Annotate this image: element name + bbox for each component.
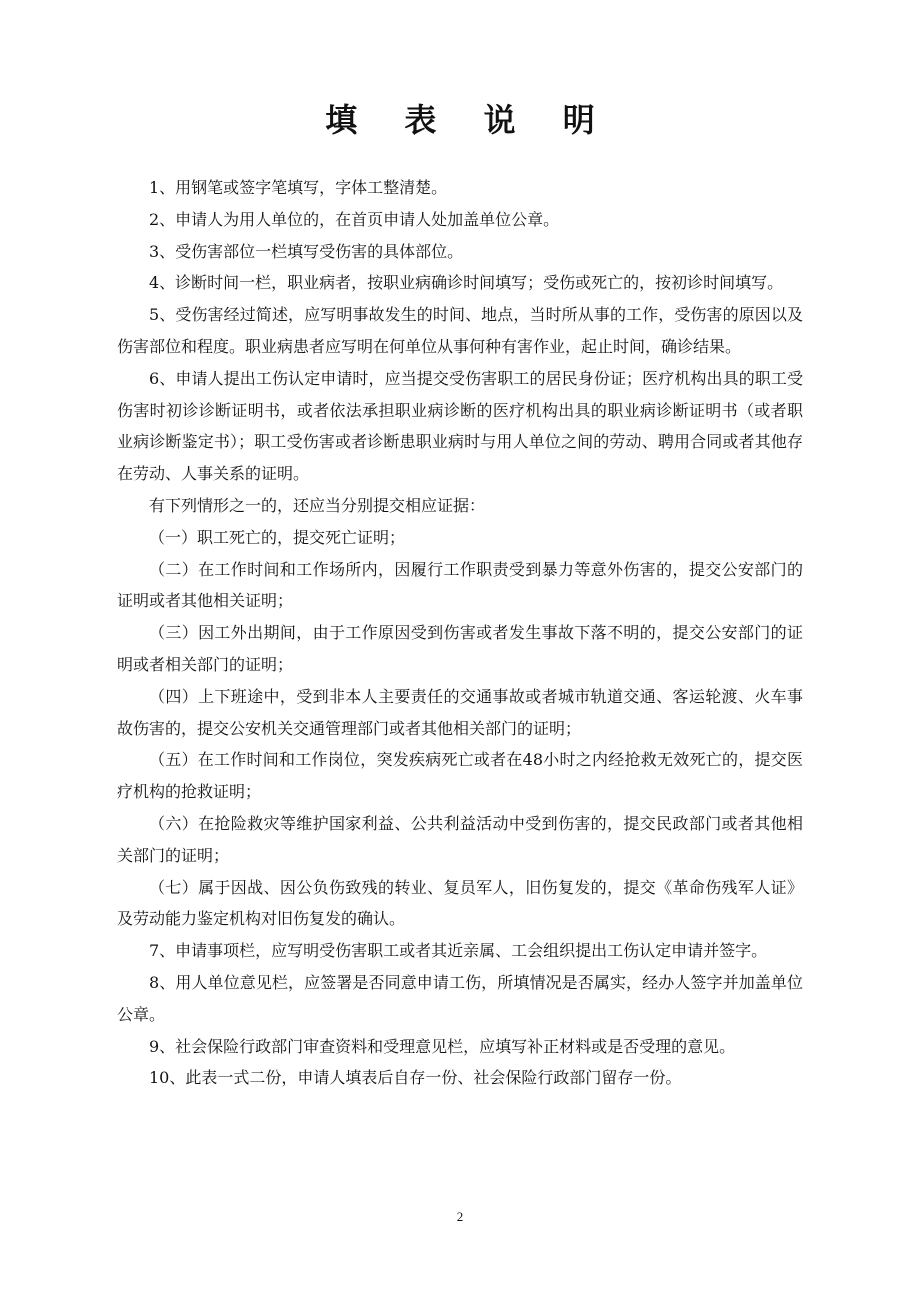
instruction-item-7: 7、申请事项栏，应写明受伤害职工或者其近亲属、工会组织提出工伤认定申请并签字。 <box>149 941 768 961</box>
instruction-item-3: 3、受伤害部位一栏填写受伤害的具体部位。 <box>149 241 464 261</box>
evidence-item-2: （二）在工作时间和工作场所内，因履行工作职责受到暴力等意外伤害的，提交公安部门的证明或者其他相关证明； <box>117 559 803 611</box>
instruction-item-4: 4、诊断时间一栏，职业病者，按职业病确诊时间填写；受伤或死亡的，按初诊时间填写。 <box>149 273 784 293</box>
instruction-item-10: 10、此表一式二份，申请人填表后自存一份、社会保险行政部门留存一份。 <box>149 1068 682 1088</box>
instruction-item-6: 6、申请人提出工伤认定申请时，应当提交受伤害职工的居民身份证；医疗机构出具的职工受伤害时初诊诊断证明书，或者依法承担职业病诊断的医疗机构出具的职业病诊断证明书（或者职业病诊断鉴定书）；职工受伤害或者诊断患职业病时与用人单位之间的劳动、聘用合同或者其他存在劳动、人事关系的证明。 <box>117 368 803 484</box>
evidence-intro: 有下列情形之一的，还应当分别提交相应证据： <box>149 495 486 515</box>
instruction-item-9: 9、社会保险行政部门审查资料和受理意见栏，应填写补正材料或是否受理的意见。 <box>149 1036 736 1056</box>
instruction-item-5: 5、受伤害经过简述，应写明事故发生的时间、地点，当时所从事的工作，受伤害的原因以及伤害部位和程度。职业病患者应写明在何单位从事何种有害作业，起止时间，确诊结果。 <box>117 305 803 356</box>
instruction-item-8: 8、用人单位意见栏，应签署是否同意申请工伤，所填情况是否属实，经办人签字并加盖单位公章。 <box>117 972 803 1024</box>
evidence-item-4: （四）上下班途中，受到非本人主要责任的交通事故或者城市轨道交通、客运轮渡、火车事故伤害的，提交公安机关交通管理部门或者其他相关部门的证明； <box>117 686 803 738</box>
page-title: 填 表 说 明 <box>325 101 613 139</box>
evidence-item-1: （一）职工死亡的，提交死亡证明； <box>149 527 406 547</box>
page-number: 2 <box>456 1209 464 1224</box>
evidence-item-5: （五）在工作时间和工作岗位，突发疾病死亡或者在48小时之内经抢救无效死亡的，提交医疗机构的抢救证明； <box>117 750 803 802</box>
evidence-item-6: （六）在抢险救灾等维护国家利益、公共利益活动中受到伤害的，提交民政部门或者其他相关部门的证明； <box>117 813 803 865</box>
evidence-item-3: （三）因工外出期间，由于工作原因受到伤害或者发生事故下落不明的，提交公安部门的证明或者相关部门的证明； <box>117 623 803 674</box>
instructions-body <box>117 172 803 1094</box>
instruction-item-2: 2、申请人为用人单位的，在首页申请人处加盖单位公章。 <box>149 209 560 229</box>
instruction-item-1: 1、用钢笔或签字笔填写，字体工整清楚。 <box>149 178 448 197</box>
evidence-item-7: （七）属于因战、因公负伤致残的转业、复员军人，旧伤复发的，提交《革命伤残军人证》及劳动能力鉴定机构对旧伤复发的确认。 <box>117 877 803 929</box>
